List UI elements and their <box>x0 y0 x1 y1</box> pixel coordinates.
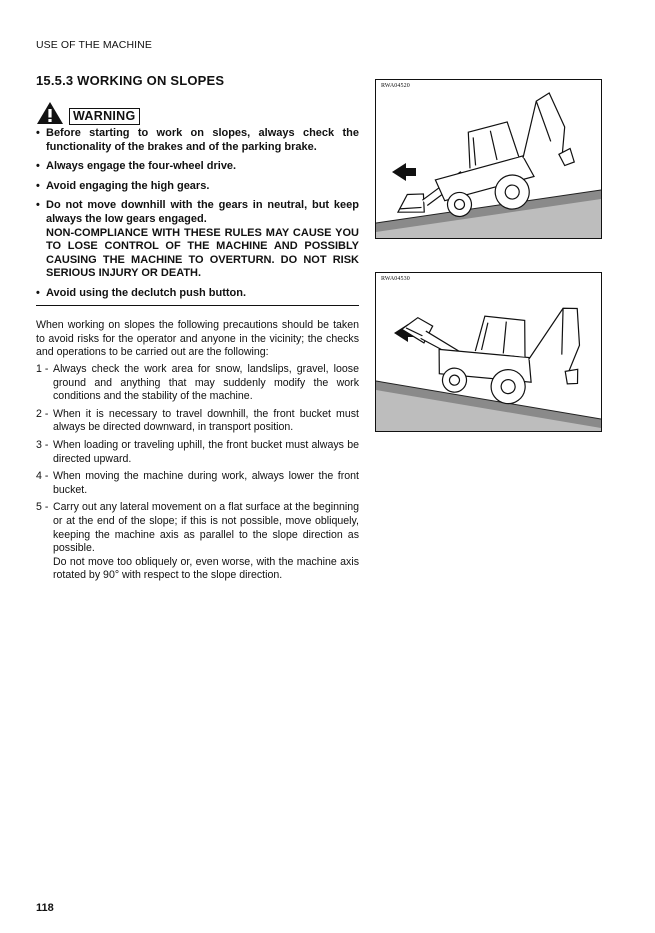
bullet: • <box>36 160 40 173</box>
warning-item <box>36 127 359 154</box>
warning-item <box>36 180 359 194</box>
warning-item-text: Do not move downhill with the gears in neutral, but keep always the low gears engaged. <box>46 199 359 225</box>
item-number: 1 - <box>36 363 49 375</box>
page-number: 118 <box>36 902 54 914</box>
item-number: 5 - <box>36 501 49 514</box>
item-text: When moving the machine during work, always lower the front bucket. <box>53 470 359 496</box>
item-extra-text: Do not move too obliquely or, even worse, with the machine axis rotated by 90° with respect to the slope direction. <box>53 555 359 582</box>
precaution-item <box>36 363 359 404</box>
bullet: • <box>36 286 40 299</box>
precaution-item <box>36 408 359 435</box>
warning-list <box>36 127 359 307</box>
section-divider <box>36 305 359 306</box>
item-number: 2 - <box>36 407 49 420</box>
figure-code: RWA04530 <box>381 276 410 282</box>
precaution-item <box>36 439 359 466</box>
warning-item-text: Always engage the four-wheel drive. <box>46 160 237 173</box>
warning-item-text: Avoid using the declutch push button. <box>46 286 247 299</box>
item-number: 4 - <box>36 470 49 483</box>
bullet: • <box>36 199 40 212</box>
backhoe-loader-uphill-illustration <box>376 273 601 431</box>
precaution-item <box>36 501 359 583</box>
warning-item <box>36 160 359 174</box>
figure-code: RWA04520 <box>381 83 410 89</box>
warning-heading <box>36 101 140 125</box>
item-text: When it is necessary to travel downhill, the front bucket must always be directed downward, in transport position. <box>53 407 359 434</box>
precaution-item <box>36 470 359 497</box>
warning-item <box>36 287 359 301</box>
bullet: • <box>36 127 40 139</box>
item-text: Carry out any lateral movement on a flat surface at the beginning or at the end of the slope; if this is not possible, move obliquely, keeping the machine axis as parallel to the slope direction as possible. <box>53 501 359 555</box>
bullet: • <box>36 179 40 192</box>
warning-item-text: Before starting to work on slopes, always check the functionality of the brakes and of the parking brake. <box>46 127 359 153</box>
warning-item <box>36 199 359 281</box>
item-number: 3 - <box>36 438 49 451</box>
item-text: Always check the work area for snow, landslips, gravel, loose ground and anything that may suddenly modify the work conditions and the stability of the machine. <box>53 363 359 403</box>
warning-triangle-icon <box>36 101 64 125</box>
precautions-list <box>36 363 359 587</box>
figure-downhill <box>375 79 602 239</box>
section-title: 15.5.3 WORKING ON SLOPES <box>36 73 225 88</box>
warning-label: WARNING <box>69 108 140 125</box>
figure-uphill <box>375 272 602 432</box>
backhoe-loader-downhill-illustration <box>376 80 601 238</box>
running-header: USE OF THE MACHINE <box>36 39 152 51</box>
warning-item-text: Avoid engaging the high gears. <box>46 179 210 192</box>
warning-consequence-text: NON-COMPLIANCE WITH THESE RULES MAY CAUSE YOU TO LOSE CONTROL OF THE MACHINE AND POSSIBLY CAUSING THE MACHINE TO OVERTURN. DO NOT RISK SERIOUS INJURY OR DEATH. <box>46 226 359 280</box>
intro-paragraph: When working on slopes the following precautions should be taken to avoid risks for the operator and anyone in the vicinity; the checks and operations to be carried out are the following: <box>36 319 359 359</box>
item-text: When loading or traveling uphill, the front bucket must always be directed upward. <box>53 438 359 465</box>
